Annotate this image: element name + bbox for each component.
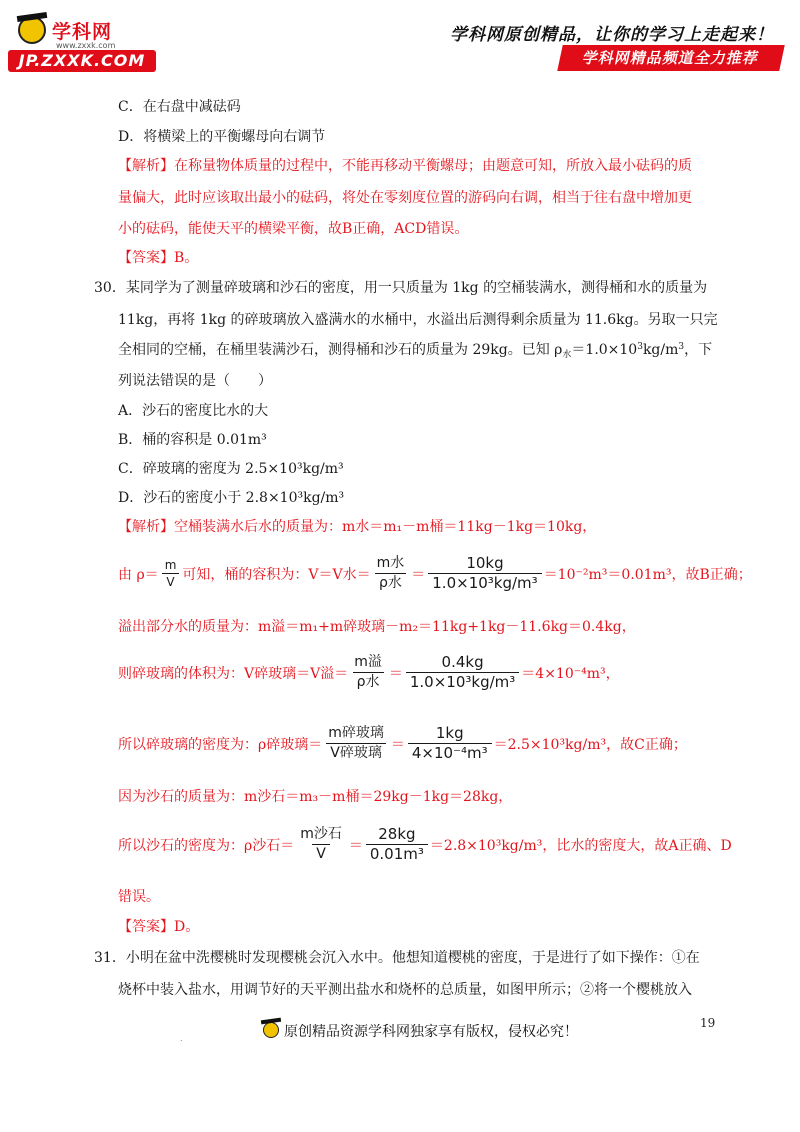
q30-option-d: D．沙石的密度小于 2.8×10³kg/m³ <box>118 490 345 506</box>
numerator: m水 <box>376 555 405 571</box>
denominator: 0.01m³ <box>366 844 428 863</box>
denominator: 1.0×10³kg/m³ <box>428 573 541 592</box>
formula-text: ＝4×10⁻⁴m³， <box>521 665 620 682</box>
q30-analysis-formula-volume: 由 ρ＝ $\frac{m}{V}$ 可知，桶的容积为：V＝V水＝ $\frac{\text{m水}}{\text{ρ水}}$ ＝ $\frac{10kg}{\text{1.0×10³kg/m³}}$ ＝10⁻²m³＝0.01m³，故B正确； <box>118 554 752 592</box>
fraction <box>408 725 492 762</box>
analysis-tag: 【解析】 <box>118 158 174 174</box>
denominator: 4×10⁻⁴m³ <box>408 743 492 762</box>
numerator: 10kg <box>466 554 504 572</box>
footer-copyright: 原创精品资源学科网独家享有版权，侵权必究！ <box>284 1024 578 1040</box>
fraction <box>428 555 541 592</box>
numerator: m沙石 <box>300 826 342 842</box>
fraction <box>161 558 181 589</box>
fraction <box>373 555 409 592</box>
q29-analysis-line2: 量偏大，此时应该取出最小的砝码，将处在零刻度位置的游码向右调，相当于往右盘中增加更 <box>118 190 692 206</box>
denominator: ρ水 <box>375 573 406 592</box>
analysis-text: 空桶装满水后水的质量为：m水＝m₁－m桶＝11kg－1kg＝10kg， <box>174 519 597 535</box>
q30-stem-line3 <box>118 341 712 359</box>
q29-analysis-line1 <box>118 157 692 175</box>
mortarboard-icon <box>18 16 46 44</box>
q30-option-a: A．沙石的密度比水的大 <box>118 403 269 419</box>
q30-analysis-formula-sand-density: 所以沙石的密度为：ρ沙石＝ $\frac{\text{m沙石}}{V}$ ＝ $\frac{28kg}{\text{0.01m³}}$ ＝2.8×10³kg/m³，比水的密度大，故A正确、D <box>118 825 732 863</box>
numerator: 0.4kg <box>441 653 484 671</box>
q31-stem-line2: 烧杯中装入盐水，用调节好的天平测出盐水和烧杯的总质量，如图甲所示；②将一个樱桃放入 <box>118 982 692 998</box>
q30-stem-text: 全相同的空桶，在桶里装满沙石，测得桶和沙石的质量为 29kg。已知 ρ <box>118 342 563 358</box>
formula-text: ＝10⁻²m³＝0.01m³，故B正确； <box>543 566 752 583</box>
q30-analysis-formula-glass-volume: 则碎玻璃的体积为：V碎玻璃＝V溢＝ $\frac{\text{m溢}}{\text{ρ水}}$ ＝ $\frac{0.4kg}{\text{1.0×10³kg/m³}}$ ＝4×10⁻⁴m³， <box>118 653 620 691</box>
q29-option-c: C．在右盘中减砝码 <box>118 99 241 115</box>
denominator: V <box>162 573 178 589</box>
mortarboard-icon <box>262 1018 280 1040</box>
superscript: 3 <box>637 342 643 352</box>
q31-stem-line1: 31．小明在盆中洗樱桃时发现樱桃会沉入水中。他想知道樱桃的密度，于是进行了如下操作：①在 <box>94 950 700 966</box>
denominator: V碎玻璃 <box>326 743 386 762</box>
channel-banner: 学科网精品频道全力推荐 <box>557 45 785 71</box>
q30-stem-line2: 11kg，再将 1kg 的碎玻璃放入盛满水的水桶中，水溢出后测得剩余质量为 11.6kg。另取一只完 <box>118 312 718 328</box>
formula-text: 由 ρ＝ <box>118 566 159 583</box>
q30-option-c: C．碎玻璃的密度为 2.5×10³kg/m³ <box>118 461 344 477</box>
q30-analysis-line8: 错误。 <box>118 889 160 905</box>
q30-analysis-line3: 溢出部分水的质量为：m溢＝m₁+m碎玻璃－m₂＝11kg+1kg－11.6kg＝0.4kg， <box>118 619 636 635</box>
q30-stem-text: kg/m <box>642 342 679 358</box>
fraction <box>350 654 386 691</box>
subscript: 水 <box>562 350 572 360</box>
q30-analysis-formula-glass-density: 所以碎玻璃的密度为：ρ碎玻璃＝ $\frac{\text{m碎玻璃}}{\text{V碎玻璃}}$ ＝ $\frac{1kg}{\text{4×10⁻⁴m³}}$ ＝2.5×10³kg/m³，故C正确； <box>118 724 687 762</box>
denominator: V <box>312 844 330 863</box>
q30-analysis-line6: 因为沙石的质量为：m沙石＝m₃－m桶＝29kg－1kg＝28kg， <box>118 789 513 805</box>
q30-stem-line4: 列说法错误的是（ ） <box>118 373 272 389</box>
numerator: m溢 <box>354 654 382 670</box>
q30-answer: 【答案】D。 <box>118 919 200 935</box>
q29-answer: 【答案】B。 <box>118 250 199 266</box>
denominator: ρ水 <box>353 672 384 691</box>
superscript: 3 <box>678 342 685 352</box>
logo-url: www.zxxk.com <box>56 41 116 50</box>
formula-text: 所以碎玻璃的密度为：ρ碎玻璃＝ <box>118 736 323 753</box>
logo-brand: 学科网 <box>52 21 113 43</box>
logo <box>18 16 118 50</box>
q30-analysis-line1 <box>118 518 596 536</box>
q30-stem-text: ，下 <box>684 342 713 358</box>
fraction <box>406 654 519 691</box>
analysis-tag: 【解析】 <box>118 519 174 535</box>
fraction <box>366 826 428 863</box>
q30-option-b: B．桶的容积是 0.01m³ <box>118 432 267 448</box>
logo-banner: JP.ZXXK.COM <box>8 50 156 72</box>
analysis-text: 在称量物体质量的过程中，不能再移动平衡螺母；由题意可知，所放入最小砝码的质 <box>174 158 692 174</box>
formula-text: 可知，桶的容积为：V＝V水＝ <box>182 566 371 583</box>
q30-stem-text: ＝1.0×10 <box>571 342 638 358</box>
q30-stem-line1: 30．某同学为了测量碎玻璃和沙石的密度，用一只质量为 1kg 的空桶装满水，测得桶和水的质量为 <box>94 280 708 296</box>
numerator: 28kg <box>378 825 416 843</box>
fraction <box>324 725 388 762</box>
numerator: m <box>164 558 177 572</box>
formula-text: ＝2.8×10³kg/m³，比水的密度大，故A正确、D <box>429 837 732 854</box>
formula-text: 所以沙石的密度为：ρ沙石＝ <box>118 837 295 854</box>
numerator: m碎玻璃 <box>328 725 384 741</box>
formula-text: ＝2.5×10³kg/m³，故C正确； <box>493 736 687 753</box>
numerator: 1kg <box>435 724 464 742</box>
header-slogan: 学科网原创精品，让你的学习上走起来！ <box>450 25 774 45</box>
q29-analysis-line3: 小的砝码，能使天平的横梁平衡，故B正确，ACD错误。 <box>118 221 469 237</box>
denominator: 1.0×10³kg/m³ <box>406 672 519 691</box>
fraction <box>296 826 346 863</box>
q29-option-d: D．将横梁上的平衡螺母向右调节 <box>118 129 326 145</box>
footer-dot: . <box>180 1034 183 1043</box>
formula-text: 则碎玻璃的体积为：V碎玻璃＝V溢＝ <box>118 665 349 682</box>
page-number: 19 <box>700 1016 716 1030</box>
